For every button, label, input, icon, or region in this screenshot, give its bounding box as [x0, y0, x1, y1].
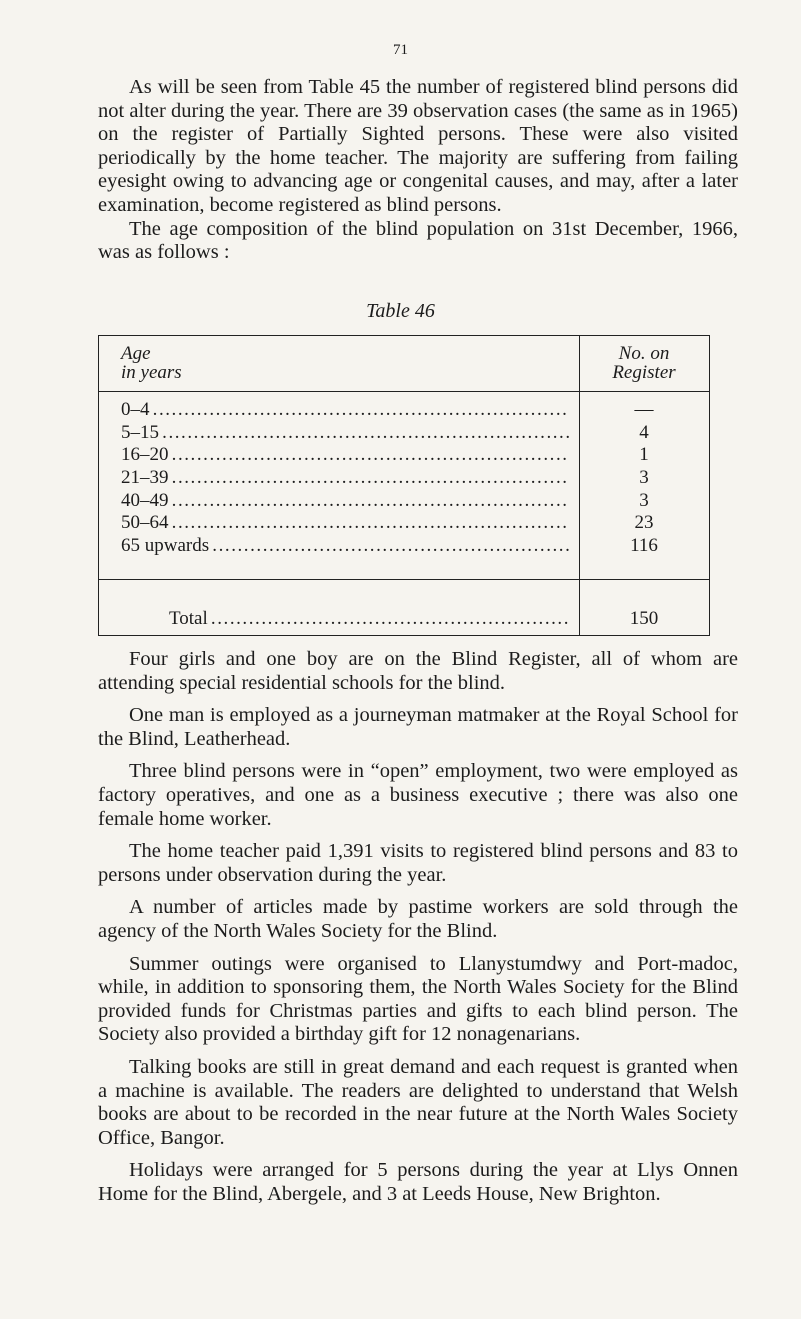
- register-count: 3: [639, 467, 649, 489]
- header-divider: [99, 391, 709, 392]
- paragraph: Summer outings were organised to Llanystumdwy and Port-madoc, while, in addition to sponsoring them, the North Wales Society for the Blind provided funds for Christmas parties and gifts to each blind person. The Society also provided a birthday gift for 12 nonagenarians.: [98, 952, 738, 1046]
- paragraph: The home teacher paid 1,391 visits to registered blind persons and 83 to persons under observation during the year.: [98, 840, 738, 886]
- register-count: 116: [630, 535, 658, 557]
- table-row: [99, 512, 709, 535]
- register-count: 4: [639, 421, 649, 443]
- table-row: [99, 535, 709, 558]
- paragraph: The age composition of the blind population on 31st December, 1966, was as follows :: [98, 217, 738, 264]
- table-row: [99, 467, 709, 490]
- age-group: 65 upwards . . .: [121, 535, 569, 557]
- column-header-count: No. on Register: [612, 343, 676, 383]
- age-register-table: [98, 335, 710, 636]
- total-label: Total . . .: [169, 608, 569, 630]
- table-row: [99, 490, 709, 513]
- total-value: 150: [629, 608, 659, 629]
- register-count: 1: [639, 444, 649, 466]
- age-group: 40–49 . . .: [121, 490, 569, 512]
- register-count: —: [634, 399, 654, 420]
- paragraph: Four girls and one boy are on the Blind Register, all of whom are attending special residential schools for the blind.: [98, 648, 738, 694]
- age-group: 16–20 . . .: [121, 444, 569, 466]
- paragraph: As will be seen from Table 45 the number of registered blind persons did not alter during the year. There are 39 observation cases (the same as in 1965) on the register of Partially Sighted persons. These were also visited periodically by the home teacher. The majority are suffering from failing eyesight owing to advancing age or congenital causes, and may, after a later examination, become registered as blind persons.: [98, 76, 738, 216]
- age-group: 50–64 . . .: [121, 512, 569, 534]
- register-count: 3: [639, 489, 649, 511]
- age-group: 21–39 . . .: [121, 467, 569, 489]
- intro-text: [98, 76, 738, 265]
- paragraph: A number of articles made by pastime workers are sold through the agency of the North Wales Society for the Blind.: [98, 896, 738, 942]
- register-count: 23: [634, 512, 654, 534]
- column-header-age: Age in years: [121, 343, 182, 383]
- total-row: [99, 608, 709, 632]
- body-text: [98, 648, 738, 1206]
- table-row: [99, 444, 709, 467]
- table-body: [99, 399, 709, 558]
- age-group: 5–15 . . .: [121, 422, 569, 444]
- page-number: 71: [393, 42, 408, 58]
- age-group: 0–4 . . .: [121, 399, 569, 421]
- table-row: [99, 422, 709, 445]
- paragraph: Holidays were arranged for 5 persons during the year at Llys Onnen Home for the Blind, Abergele, and 3 at Leeds House, New Brighton.: [98, 1159, 738, 1205]
- table-row: [99, 399, 709, 422]
- paragraph: Talking books are still in great demand and each request is granted when a machine is available. The readers are delighted to understand that Welsh books are about to be recorded in the near future at the North Wales Society Office, Bangor.: [98, 1055, 738, 1149]
- paragraph: Three blind persons were in “open” employment, two were employed as factory operatives, and one as a business executive ; there was also one female home worker.: [98, 760, 738, 830]
- table-caption: Table 46: [366, 300, 435, 322]
- paragraph: One man is employed as a journeyman matmaker at the Royal School for the Blind, Leatherhead.: [98, 704, 738, 750]
- total-divider: [99, 579, 709, 580]
